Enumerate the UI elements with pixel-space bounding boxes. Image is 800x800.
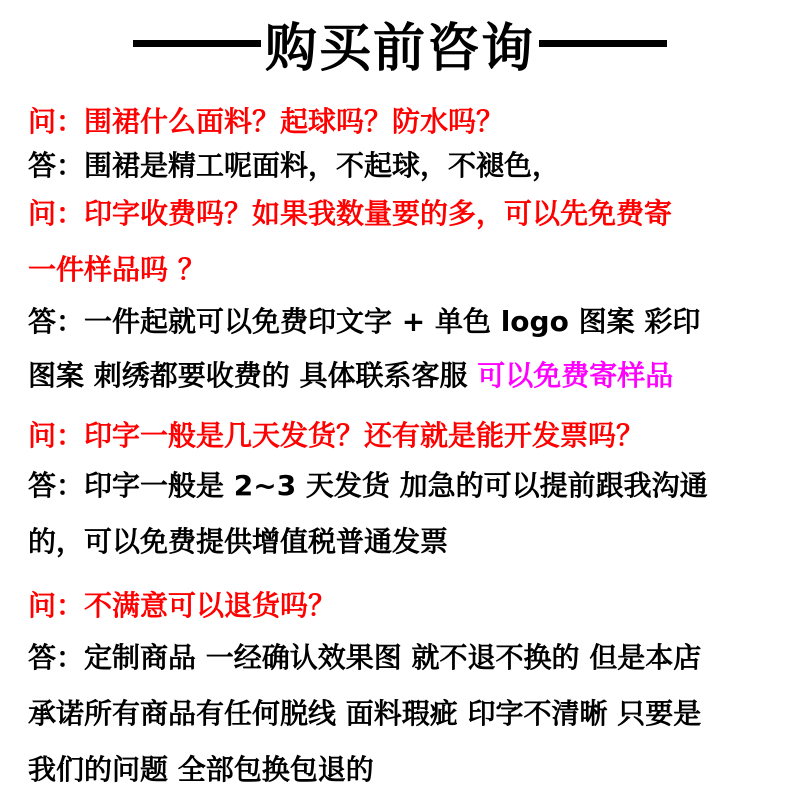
free-sample-highlight: 可以免费寄样品 [477,359,674,392]
answer-2-line-2 [28,359,674,392]
page-title: 购买前咨询 [264,18,535,79]
question-2-line-1: 问：印字收费吗？如果我数量要的多，可以先免费寄 [28,197,673,230]
page-header [0,8,800,78]
question-4: 问：不满意可以退货吗？ [28,589,337,622]
question-2-line-2: 一件样品吗 ？ [28,253,206,286]
answer-4-line-2: 承诺所有商品有任何脱线 面料瑕疵 印字不清晰 只要是 [28,697,702,730]
answer-3-line-2: 的，可以免费提供增值税普通发票 [28,525,449,558]
answer-1: 答：围裙是精工呢面料，不起球，不褪色， [28,149,561,182]
answer-3-line-1: 答：印字一般是 2~3 天发货 加急的可以提前跟我沟通 [28,469,708,502]
answer-2-line-2-text: 图案 刺绣都要收费的 具体联系客服 [28,359,478,392]
answer-2-line-1: 答：一件起就可以免费印文字 + 单色 logo 图案 彩印 [28,305,701,338]
answer-4-line-1: 答：定制商品 一经确认效果图 就不退不换的 但是本店 [28,641,702,674]
question-1: 问：围裙什么面料？起球吗？防水吗？ [28,105,505,138]
answer-4-line-3: 我们的问题 全部包换包退的 [28,753,374,786]
title-left-dash [133,40,261,47]
question-3: 问：印字一般是几天发货？还有就是能开发票吗？ [28,419,645,452]
title-right-dash [539,40,667,47]
